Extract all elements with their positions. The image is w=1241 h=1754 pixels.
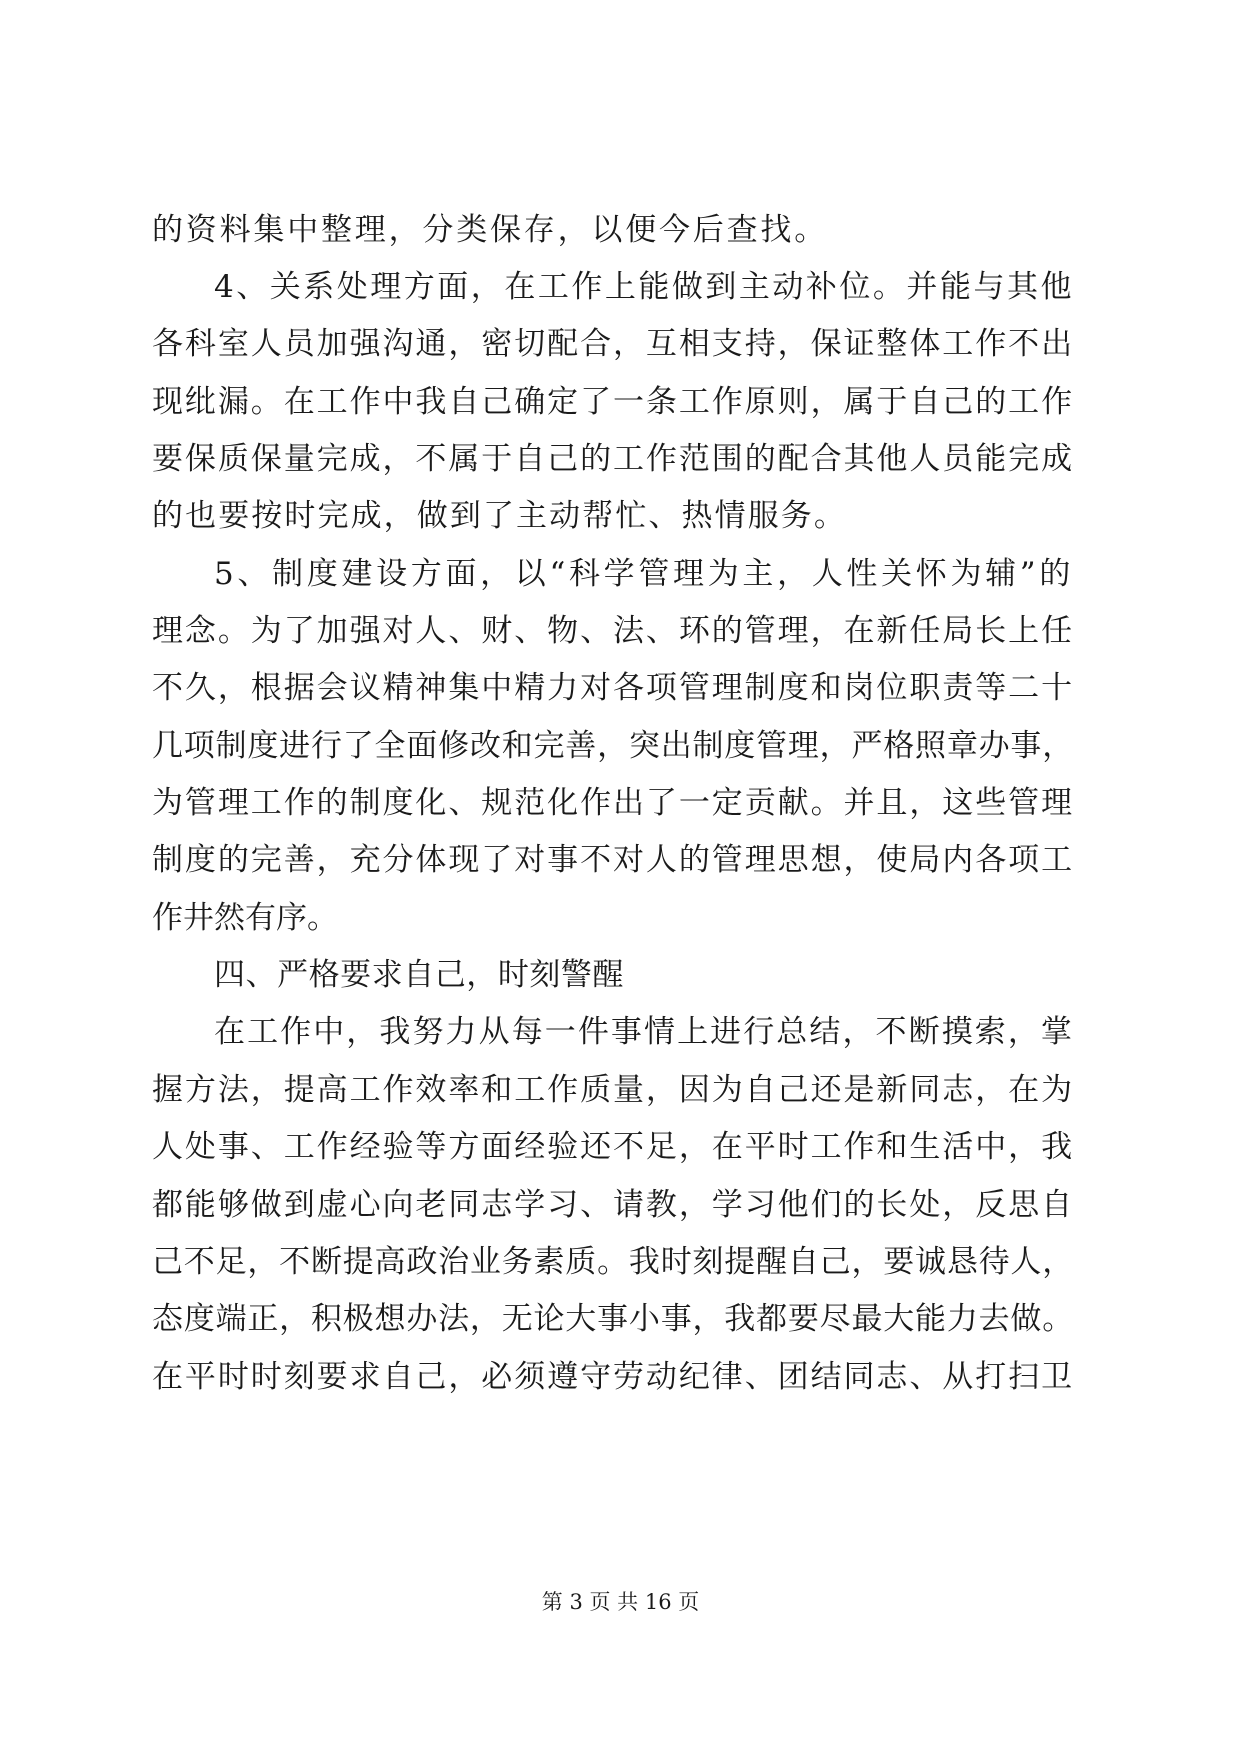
paragraph-start-line: 在工作中，我努力从每一件事情上进行总结，不断摸索，掌 [214,1014,1074,1050]
text-line: 制度的完善，充分体现了对事不对人的管理思想，使局内各项工 [152,842,1074,878]
text-line: 己不足，不断提高政治业务素质。我时刻提醒自己，要诚恳待人， [152,1244,1074,1280]
text-line: 各科室人员加强沟通，密切配合，互相支持，保证整体工作不出 [152,326,1074,362]
text-line: 在平时时刻要求自己，必须遵守劳动纪律、团结同志、从打扫卫 [152,1359,1074,1395]
text-line: 要保质保量完成，不属于自己的工作范围的配合其他人员能完成 [152,441,1074,477]
text-line: 人处事、工作经验等方面经验还不足，在平时工作和生活中，我 [152,1129,1074,1165]
text-line: 为管理工作的制度化、规范化作出了一定贡献。并且，这些管理 [152,785,1074,821]
paragraph-start-line: 5、制度建设方面，以“科学管理为主，人性关怀为辅”的 [214,556,1074,592]
text-line: 态度端正，积极想办法，无论大事小事，我都要尽最大能力去做。 [152,1301,1074,1337]
text-line: 的也要按时完成，做到了主动帮忙、热情服务。 [152,498,847,534]
text-line: 现纰漏。在工作中我自己确定了一条工作原则，属于自己的工作 [152,384,1074,420]
text-line: 作井然有序。 [152,900,338,936]
text-line: 理念。为了加强对人、财、物、法、环的管理，在新任局长上任 [152,613,1074,649]
text-line: 几项制度进行了全面修改和完善，突出制度管理，严格照章办事， [152,728,1074,764]
text-line: 握方法，提高工作效率和工作质量，因为自己还是新同志，在为 [152,1072,1074,1108]
text-line: 都能够做到虚心向老同志学习、请教，学习他们的长处，反思自 [152,1187,1074,1223]
section-heading: 四、严格要求自己，时刻警醒 [214,957,624,993]
paragraph-start-line: 4、关系处理方面，在工作上能做到主动补位。并能与其他 [214,269,1074,305]
page-footer: 第 3 页 共 16 页 [541,1590,700,1614]
text-line: 不久，根据会议精神集中精力对各项管理制度和岗位职责等二十 [152,670,1074,706]
text-line: 的资料集中整理，分类保存，以便今后查找。 [152,212,828,248]
